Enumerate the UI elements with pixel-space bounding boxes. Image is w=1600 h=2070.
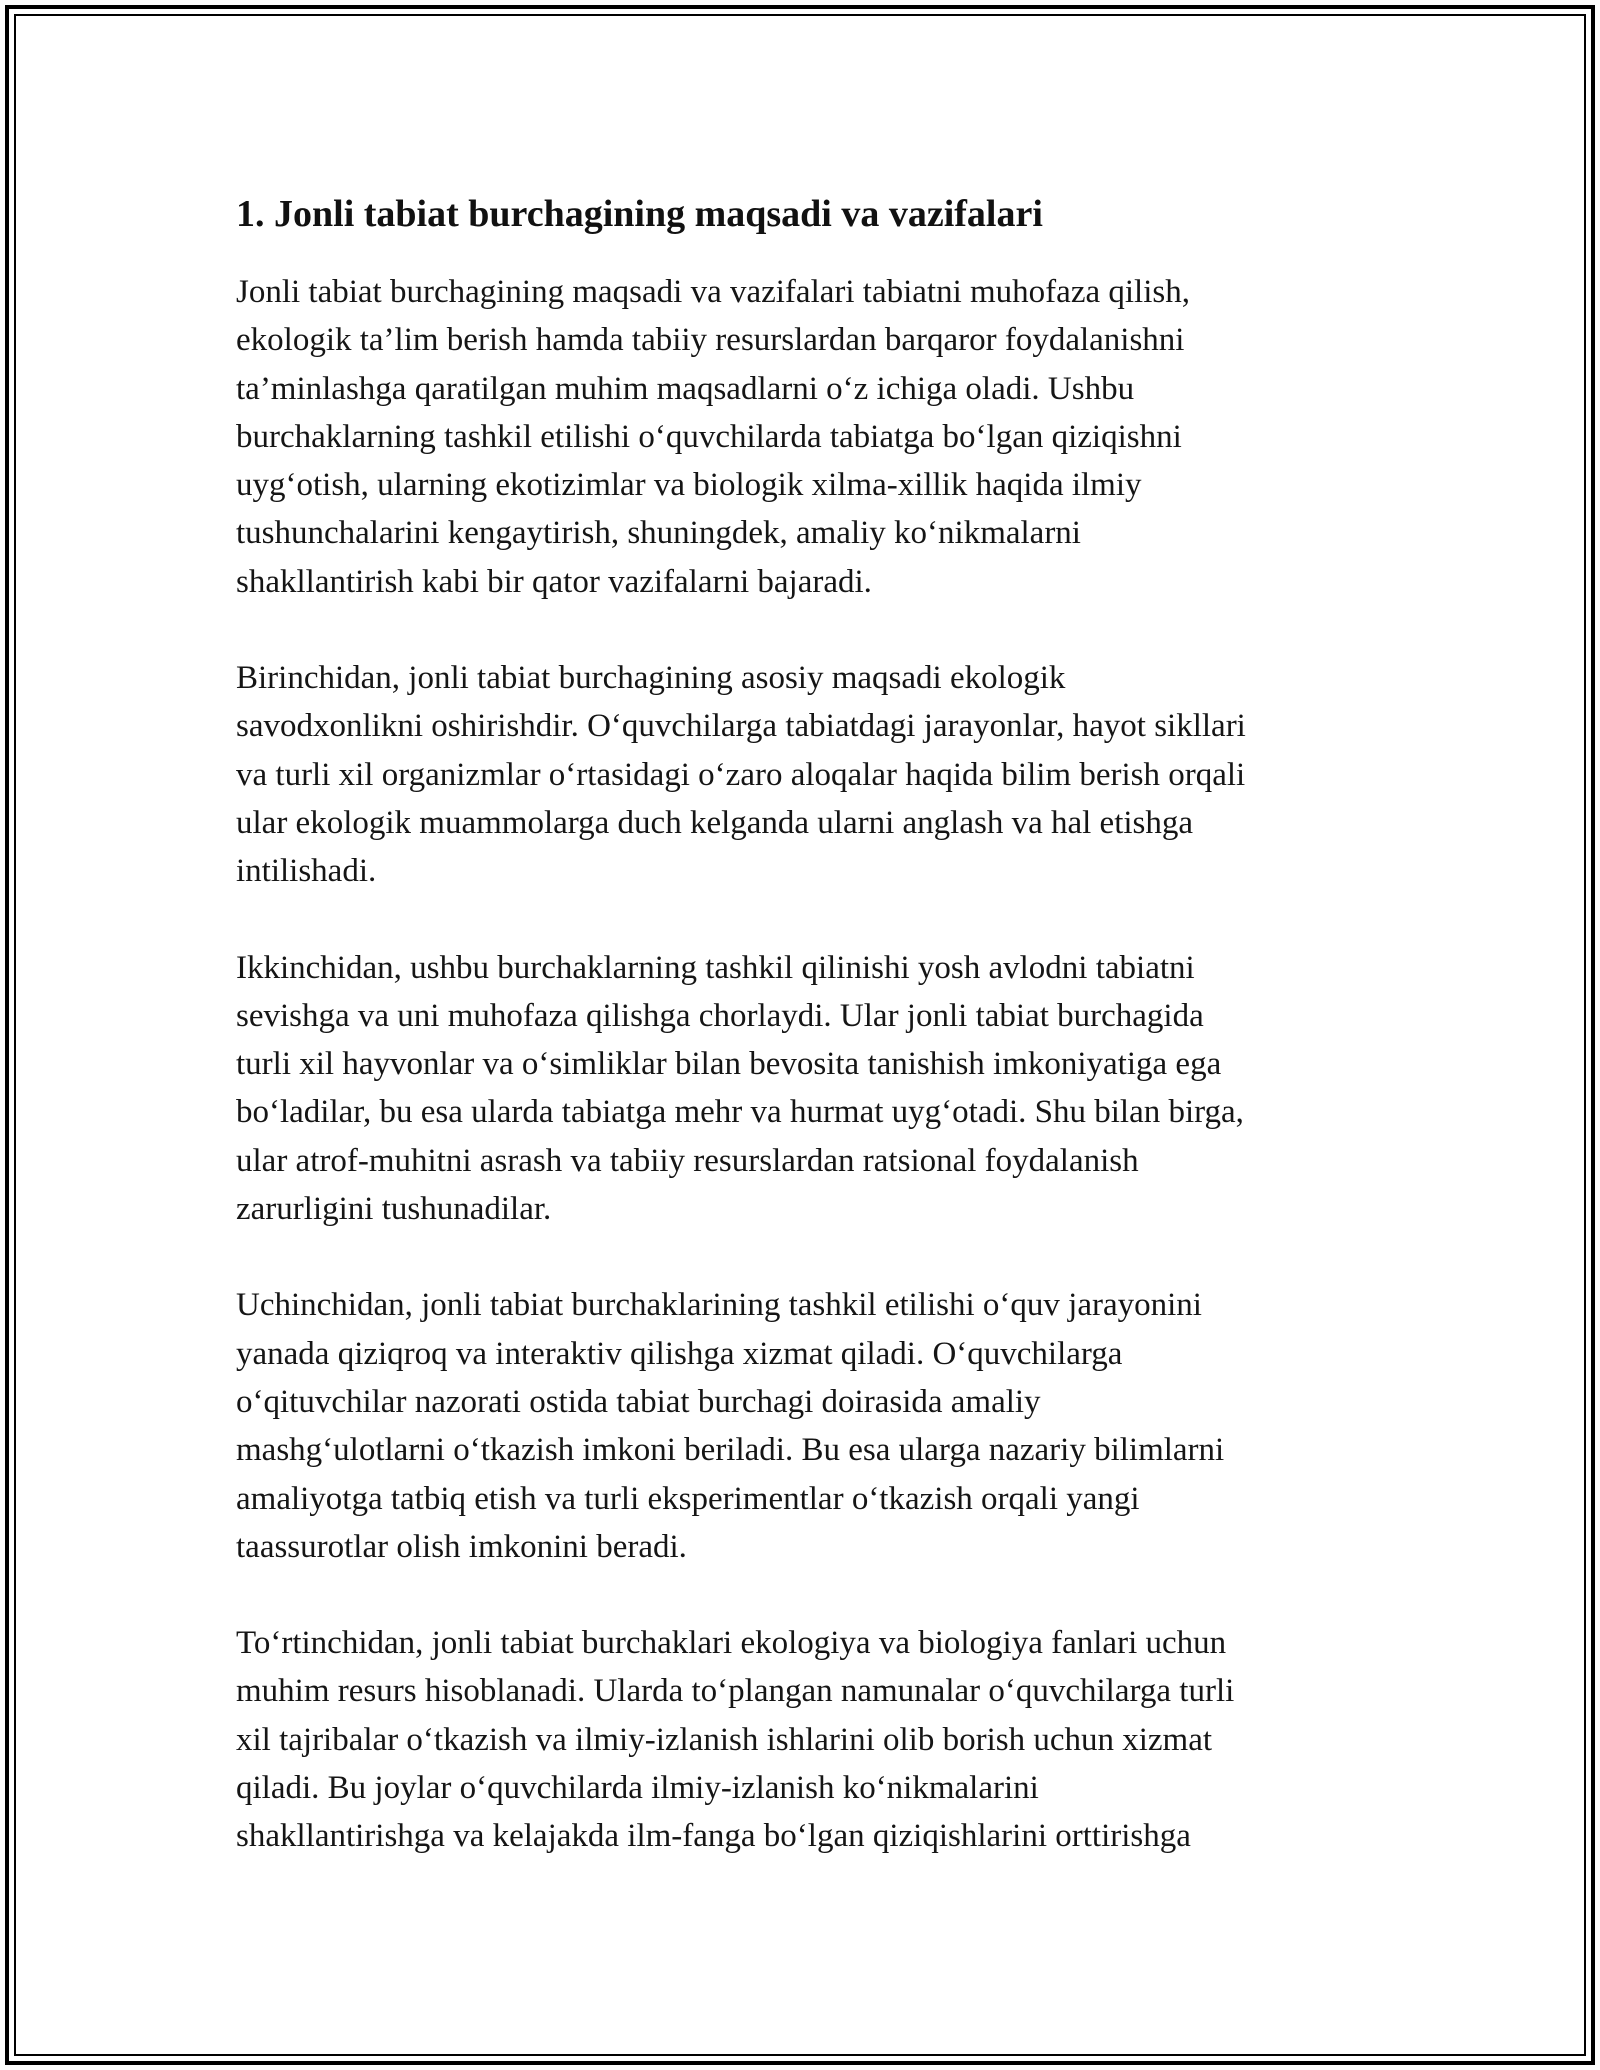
- document-body: [236, 182, 1366, 1861]
- paragraph-fourth: To‘rtinchidan, jonli tabiat burchaklari ekologiya va biologiya fanlari uchun muhim resurs hisoblanadi. Ularda to‘plangan namunalar o‘quvchilarga turli xil tajribalar o‘tkazish va ilmiy-izlanish ishlarini olib borish uchun xizmat qiladi. Bu joylar o‘quvchilarda ilmiy-izlanish ko‘nikmalarini shakllantirishga va kelajakda ilm-fanga bo‘lgan qiziqishlarini orttirishga: [236, 1625, 1235, 1855]
- section-heading: 1. Jonli tabiat burchagining maqsadi va vazifalari: [236, 193, 1043, 235]
- paragraph-third: Uchinchidan, jonli tabiat burchaklarining tashkil etilishi o‘quv jarayonini yanada qiziqroq va interaktiv qilishga xizmat qiladi. O‘quvchilarga o‘qituvchilar nazorati ostida tabiat burchagi doirasida amaliy mashg‘ulotlarni o‘tkazish imkoni beriladi. Bu esa ularga nazariy bilimlarni amaliyotga tatbiq etish va turli eksperimentlar o‘tkazish orqali yangi taassurotlar olish imkonini beradi.: [236, 1287, 1225, 1565]
- paragraph-second: Ikkinchidan, ushbu burchaklarning tashkil qilinishi yosh avlodni tabiatni sevishga va uni muhofaza qilishga chorlaydi. Ular jonli tabiat burchagida turli xil hayvonlar va o‘simliklar bilan bevosita tanishish imkoniyatiga ega bo‘ladilar, bu esa ularda tabiatga mehr va hurmat uyg‘otadi. Shu bilan birga, ular atrof-muhitni asrash va tabiiy resurslardan ratsional foydalanish zarurligini tushunadilar.: [236, 949, 1244, 1228]
- paragraph-first: Birinchidan, jonli tabiat burchagining asosiy maqsadi ekologik savodxonlikni oshirishdir. O‘quvchilarga tabiatdagi jarayonlar, hayot sikllari va turli xil organizmlar o‘rtasidagi o‘zaro aloqalar haqida bilim berish orqali ular ekologik muammolarga duch kelganda ularni anglash va hal etishga intilishadi.: [236, 660, 1246, 890]
- paragraph-intro: Jonli tabiat burchagining maqsadi va vazifalari tabiatni muhofaza qilish, ekologik ta’lim berish hamda tabiiy resurslardan barqaror foydalanishni ta’minlashga qaratilgan muhim maqsadlarni o‘z ichiga oladi. Ushbu burchaklarning tashkil etilishi o‘quvchilarda tabiatga bo‘lgan qiziqishni uyg‘otish, ularning ekotizimlar va biologik xilma-xillik haqida ilmiy tushunchalarini kengaytirish, shuningdek, amaliy ko‘nikmalarni shakllantirish kabi bir qator vazifalarni bajaradi.: [236, 274, 1190, 600]
